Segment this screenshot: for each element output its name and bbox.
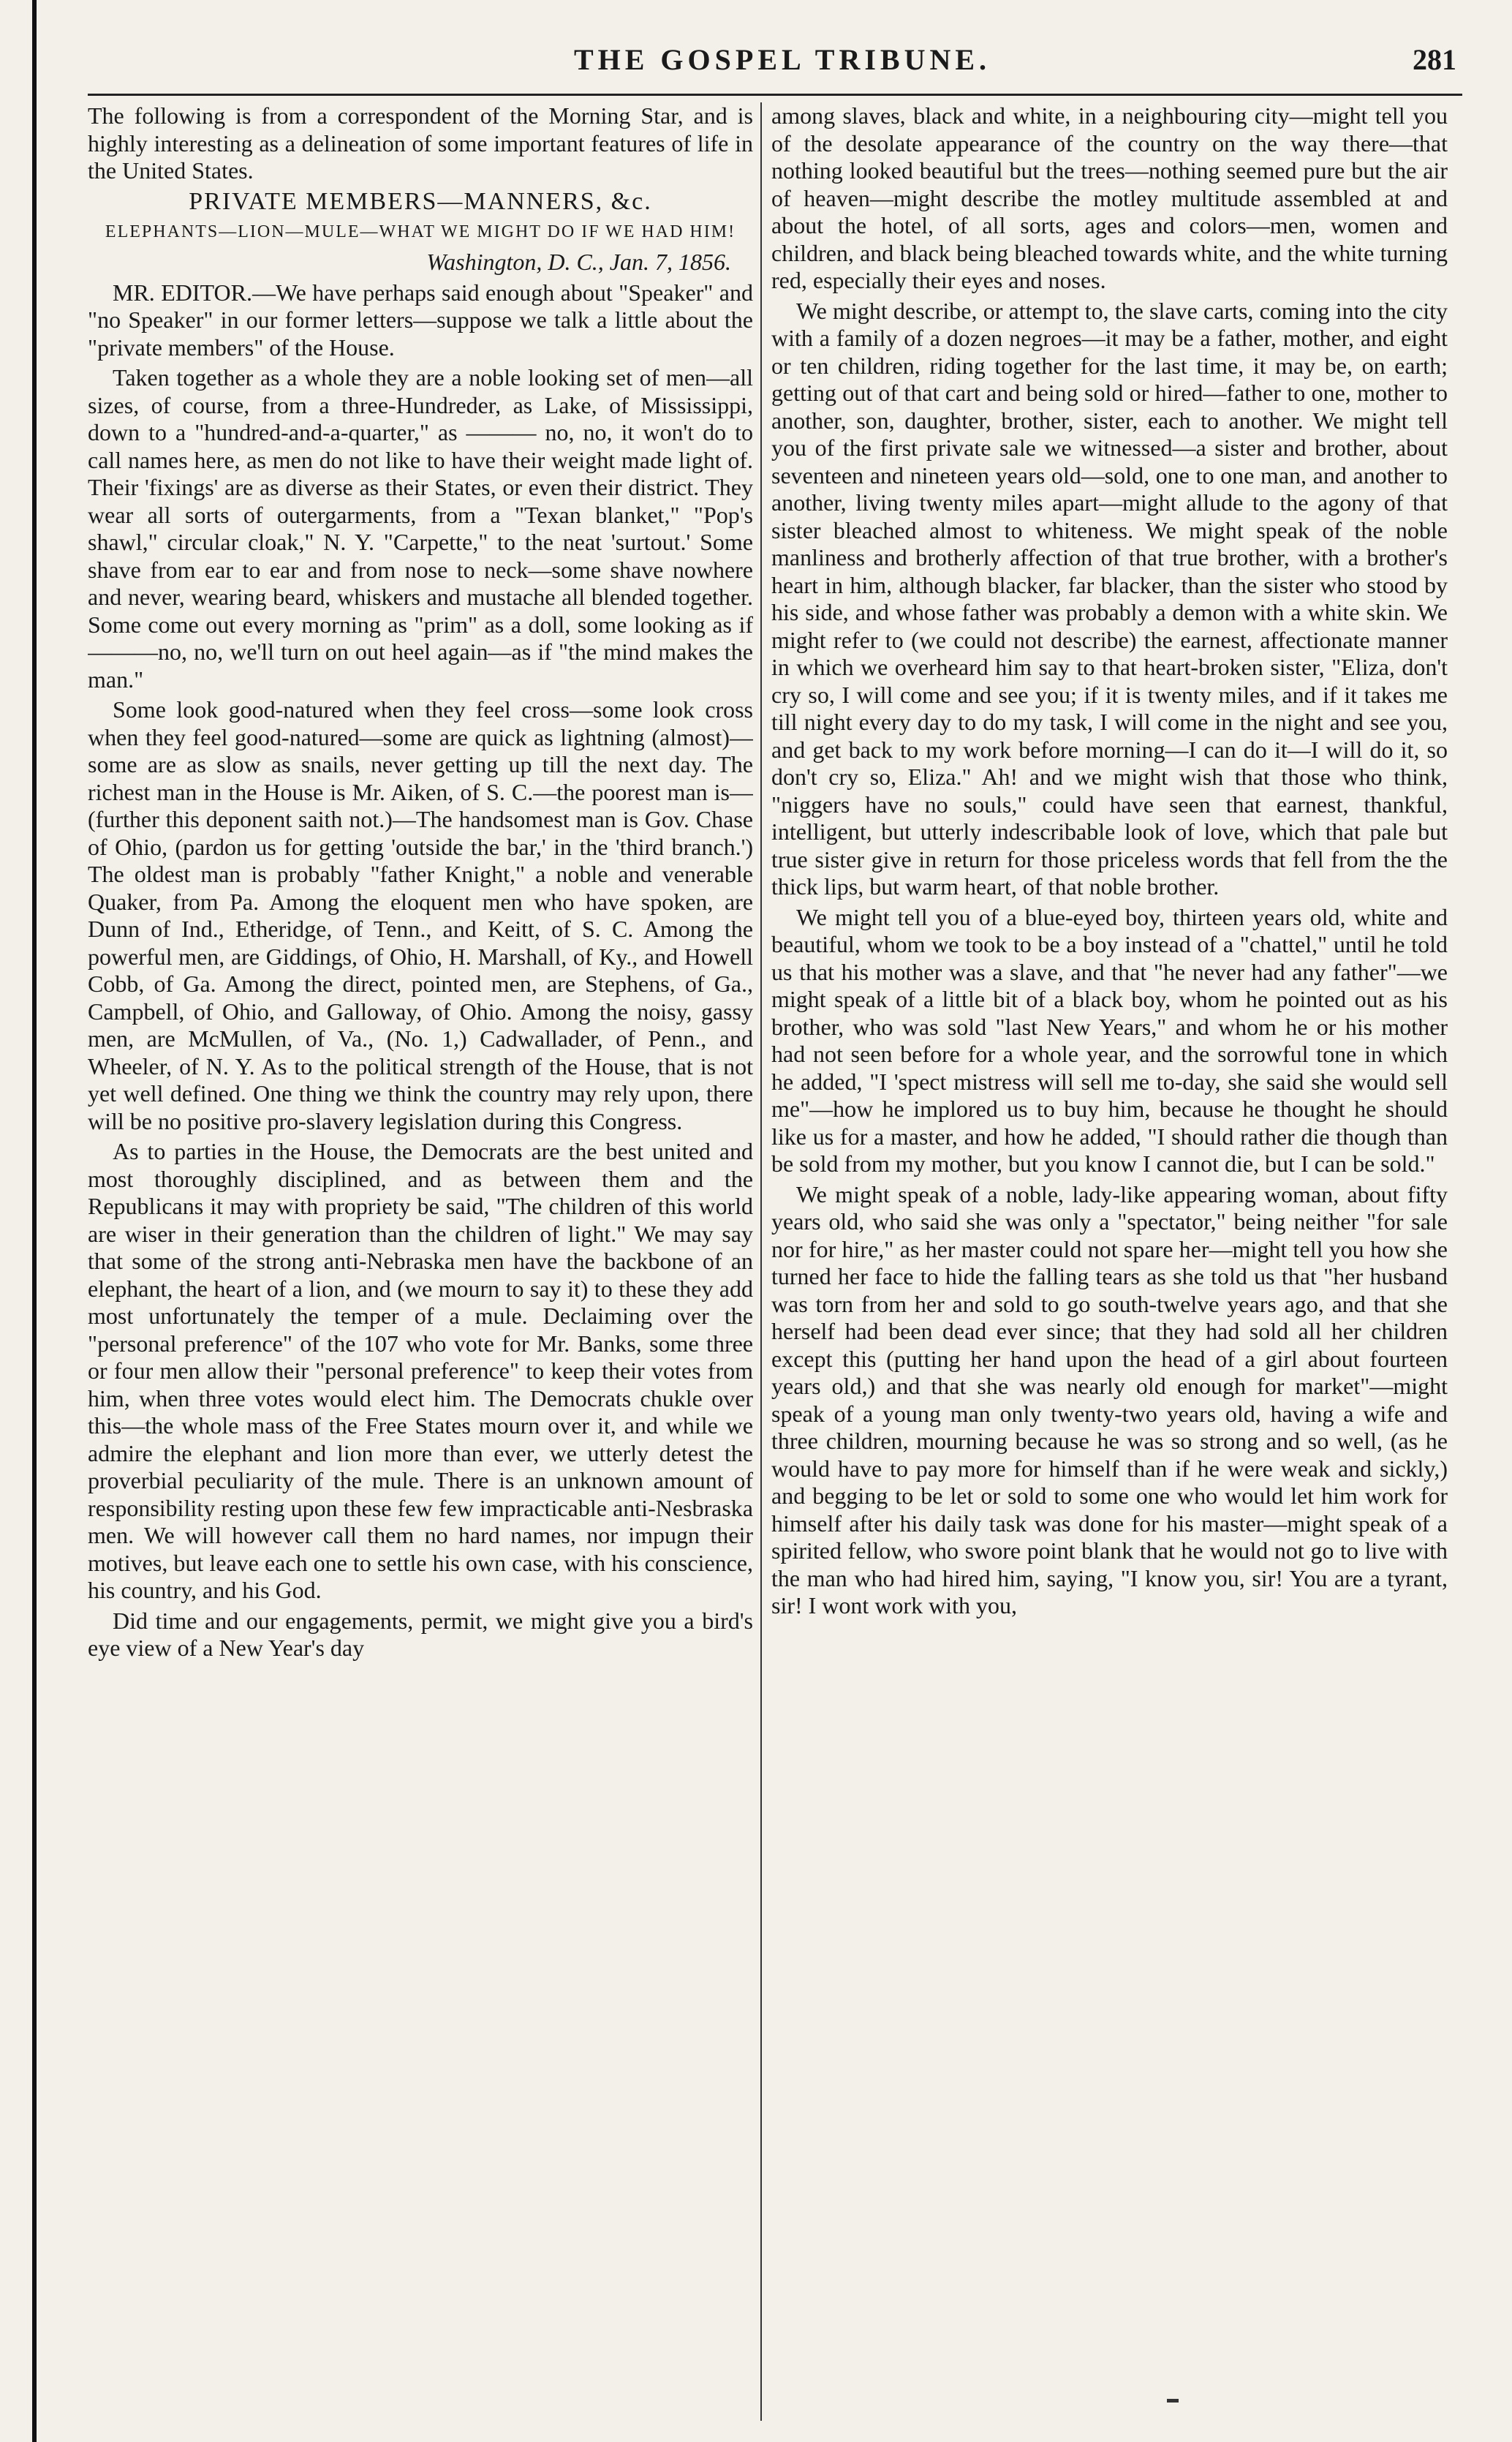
body-paragraph: We might speak of a noble, lady-like appearing woman, about fifty years old, who said she was only a "spectator," being neither "for sale nor for hire," as her master could not spare her—might tell you how she turned her face to hide the falling tears as she told us that "her husband was torn from her and sold to go south-twelve years ago, and that she herself had been dead ever since; that they had sold all her children except this (putting her hand upon the head of a girl about fourteen years old,) and that she was nearly old enough for market"—might speak of a young man only twenty-two years old, having a wife and three children, mourning because he was so strong and so well, (as he would have to pay more for himself than if he were weak and sickly,) and begging to be let or sold to some one who would let him work for himself after his daily task was done for his master—might speak of a spirited fellow, who swore point blank that he would not go to live with the man who had hired him, saying, "I know you, sir! You are a tyrant, sir! I wont work with you, <box>771 1180 1448 1618</box>
body-paragraph: As to parties in the House, the Democrats are the best united and most thoroughly disciplined, and as between them and the Republicans it may with propriety be said, "The children of this world are wiser in their generation than the children of light." We may say that some of the strong anti-Nebraska men have the backbone of an elephant, the heart of a lion, and (we mourn to say it) to these they add most unfortunately the temper of a mule. Declaiming over the "personal preference" of the 107 who vote for Mr. Banks, some three or four men allow their "personal preference" to keep their votes from him, when three votes would elect him. The Democrats chukle over this—the whole mass of the Free States mourn over it, and while we admire the elephant and lion more than ever, we utterly detest the proverbial peculiarity of the mule. There is an unknown amount of responsibility resting upon these few few impracticable anti-Nesbraska men. We will however call them no hard names, nor impugn their motives, but leave each one to settle his own case, with his conscience, his country, and his God. <box>88 1138 753 1603</box>
body-paragraph: among slaves, black and white, in a neighbouring city—might tell you of the desolate appearance of the country on the way there—that nothing looked beautiful but the trees—nothing seemed pure but the air of heaven—might describe the motley multitude assembled at and about the hotel, of all sorts, ages and colors—men, women and children, and black being bleached towards white, and the white turning red, especially their eyes and noses. <box>771 102 1448 293</box>
page-margin-rule <box>32 0 37 2442</box>
body-paragraph: We might tell you of a blue-eyed boy, thirteen years old, white and beautiful, whom we took to be a boy instead of a "chattel," until he told us that his mother was a slave, and that "he never had any father"—we might speak of a little bit of a black boy, whom he pointed out as his brother, who was sold "last New Years," and whom he or his mother had not seen before for a whole year, and the sorrowful tone in which he added, "I 'spect mistress will sell me to-day, she said she would sell me"—how he implored us to buy him, because he thought he should like us for a master, and how he added, "I should rather die though than be sold from my mother, but you know I cannot die, but I can be sold." <box>771 903 1448 1177</box>
page-number: 281 <box>1413 43 1456 76</box>
article-subheading: ELEPHANTS—LION—MULE—WHAT WE MIGHT DO IF WE HAD HIM! <box>105 222 736 241</box>
body-paragraph: Did time and our engagements, permit, we might give you a bird's eye view of a New Year's day <box>88 1607 753 1661</box>
intro-paragraph: The following is from a correspondent of the Morning Star, and is highly interesting as a delineation of some important features of life in the United States. <box>88 102 753 184</box>
page-header <box>88 42 1477 94</box>
column-divider <box>760 102 762 2421</box>
right-column <box>771 102 1448 2421</box>
body-paragraph: We might describe, or attempt to, the slave carts, coming into the city with a family of a dozen negroes—it may be a father, mother, and eight or ten children, riding together for the last time, it may be, on earth; getting out of that cart and being sold or hired—father to one, mother to another, son, daughter, brother, sister, each to another. We might tell you of the first private sale we witnessed—a sister and brother, about seventeen and nineteen years old—sold, one to one man, and another to another, living twenty miles apart—might allude to the agony of that sister bleached almost to whiteness. We might speak of the noble manliness and brotherly affection of that true brother, with a brother's heart in him, although blacker, far blacker, than the sister who stood by his side, and whose father was probably a demon with a white skin. We might refer to (we could not describe) the earnest, affectionate manner in which we overheard him say to that heart-broken sister, "Eliza, don't cry so, I will come and see you; if it is twenty miles, and if it takes me till night every day to do my task, I will come in the night and see you, and get back to my work before morning—I can do it—I will do it, so don't cry so, Eliza." Ah! and we might wish that those who think, "niggers have no souls," could have seen that earnest, thankful, intelligent, but utterly indescribable look of love, which that pale but true sister give in return for those priceless words that fell from the the thick lips, but warm heart, of that noble brother. <box>771 297 1448 900</box>
article-heading: PRIVATE MEMBERS—MANNERS, &c. <box>189 187 652 215</box>
body-paragraph: Some look good-natured when they feel cross—some look cross when they feel good-natured—some are quick as lightning (almost)—some are as slow as snails, never getting up till the next day. The richest man in the House is Mr. Aiken, of S. C.—the poorest man is—(further this deponent saith not.)—The handsomest man is Gov. Chase of Ohio, (pardon us for getting 'outside the bar,' in the 'third branch.') The oldest man is probably "father Knight," a noble and venerable Quaker, from Pa. Among the eloquent men who have spoken, are Dunn of Ind., Etheridge, of Tenn., and Keitt, of S. C. Among the powerful men, are Giddings, of Ohio, H. Marshall, of Ky., and Howell Cobb, of Ga. Among the direct, pointed men, are Stephens, of Ga., Campbell, of Ohio, and Galloway, of Ohio. Among the noisy, gassy men, are McMullen, of Va., (No. 1,) Cadwallader, of Penn., and Wheeler, of N. Y. As to the political strength of the House, that is not yet well defined. One thing we think the country may rely upon, there will be no positive pro-slavery legislation during this Congress. <box>88 696 753 1134</box>
print-mark <box>1167 2399 1179 2403</box>
body-paragraph: MR. EDITOR.—We have perhaps said enough about "Speaker" and "no Speaker" in our former letters—suppose we talk a little about the "private members" of the House. <box>88 279 753 361</box>
body-paragraph: Taken together as a whole they are a noble looking set of men—all sizes, of course, from a three-Hundreder, as Lake, of Mississippi, down to a "hundred-and-a-quarter," as ——— no, no, it won't do to call names here, as men do not like to have their weight made light of. Their 'fixings' are as diverse as their States, or even their district. They wear all sorts of outergarments, from a "Texan blanket," "Pop's shawl," circular cloak," N. Y. "Carpette," to the neat 'surtout.' Some shave from ear to ear and from nose to neck—some shave nowhere and never, wearing beard, whiskers and mustache all blended together. Some come out every morning as "prim" as a doll, some looking as if ———no, no, we'll turn on out heel again—as if "the mind makes the man." <box>88 364 753 693</box>
left-column <box>88 102 753 2421</box>
header-rule <box>88 94 1462 96</box>
dateline: Washington, D. C., Jan. 7, 1856. <box>426 249 731 275</box>
publication-title: THE GOSPEL TRIBUNE. <box>573 43 991 76</box>
